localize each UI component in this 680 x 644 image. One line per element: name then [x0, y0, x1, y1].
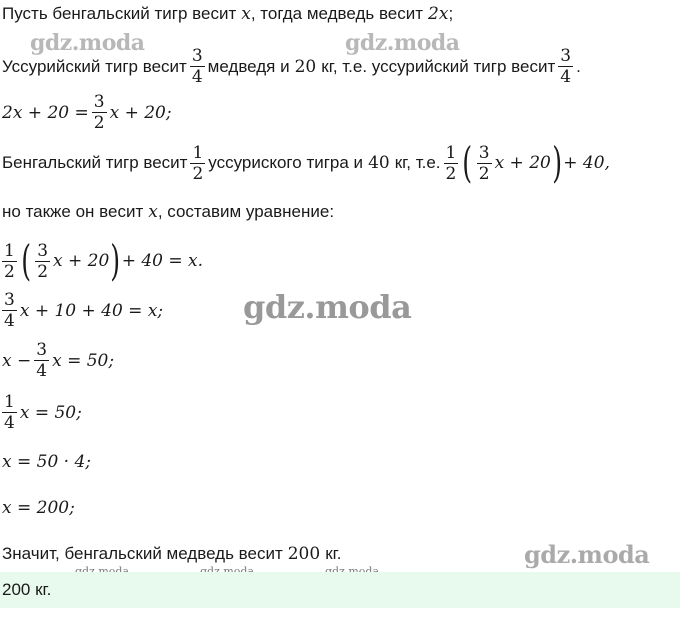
- denominator: 2: [192, 163, 204, 184]
- math: x = 50;: [19, 402, 82, 423]
- text: но также он весит: [2, 202, 144, 221]
- numerator: 3: [36, 340, 48, 360]
- text: Бенгальский тигр весит: [2, 153, 188, 172]
- text: .: [576, 56, 581, 76]
- number: 200: [287, 544, 321, 564]
- math: x + 10 + 40 = x;: [19, 300, 164, 321]
- text: Уссурийский тигр весит: [2, 56, 187, 76]
- fraction: [190, 46, 205, 87]
- math: x = 50 · 4;: [2, 452, 92, 472]
- text: кг, т.е.: [394, 153, 441, 172]
- text: уссуриского тигра и: [208, 153, 364, 172]
- math: x + 20;: [109, 102, 172, 123]
- left-paren: (: [462, 138, 473, 187]
- text: , тогда медведь весит: [250, 4, 424, 23]
- math-2x: 2x: [428, 4, 449, 24]
- numerator: 3: [37, 240, 49, 261]
- text: ;: [448, 4, 454, 23]
- denominator: 4: [191, 67, 203, 87]
- line-5: [2, 202, 334, 222]
- equation-2: [2, 290, 163, 331]
- equation-5: [2, 452, 91, 472]
- watermark: gdz.moda: [524, 540, 650, 569]
- fraction: [35, 241, 50, 282]
- equation-6: [2, 498, 75, 518]
- numerator: 3: [560, 46, 572, 66]
- numerator: 1: [4, 392, 15, 412]
- numerator: 1: [4, 240, 15, 261]
- math: x + 20: [53, 251, 110, 271]
- math: + 40 = x.: [121, 251, 204, 271]
- fraction: [34, 340, 49, 381]
- line-1: [2, 4, 453, 24]
- math: + 40,: [563, 153, 610, 173]
- math: x = 50;: [52, 350, 115, 371]
- numerator: 1: [445, 142, 457, 163]
- text: кг, т.е. уссурийский тигр весит: [321, 56, 556, 76]
- denominator: 2: [445, 163, 457, 184]
- equation-4: [2, 392, 82, 433]
- number: 40: [368, 153, 390, 173]
- right-paren: ): [110, 236, 121, 285]
- numerator: 3: [4, 290, 15, 310]
- text: Значит, бенгальский медведь весит: [2, 544, 283, 563]
- text: кг.: [325, 544, 342, 563]
- denominator: 4: [4, 413, 15, 433]
- fraction: [190, 143, 205, 184]
- line-3: [2, 92, 172, 133]
- answer-text: 200 кг.: [2, 580, 52, 599]
- fraction: [92, 92, 107, 133]
- line-4: [2, 138, 610, 187]
- number: 20: [294, 56, 317, 77]
- denominator: 2: [93, 113, 105, 133]
- fraction: [558, 46, 573, 87]
- denominator: 2: [37, 261, 49, 282]
- math: x −: [2, 350, 32, 371]
- conclusion: [2, 544, 341, 564]
- math: 2x + 20 =: [2, 102, 89, 123]
- denominator: 4: [36, 361, 48, 381]
- math: x = 200;: [2, 498, 75, 518]
- watermark: gdz.moda: [30, 30, 145, 56]
- denominator: 2: [478, 163, 490, 184]
- math-x: x: [148, 202, 158, 222]
- numerator: 3: [478, 142, 490, 163]
- numerator: 1: [192, 142, 204, 163]
- text: медведя и: [207, 56, 290, 76]
- equation-1: [2, 236, 204, 285]
- math: x + 20: [494, 153, 551, 173]
- text: , составим уравнение:: [157, 202, 335, 221]
- denominator: 4: [4, 311, 15, 331]
- fraction: [2, 241, 17, 282]
- fraction: [477, 143, 492, 184]
- watermark: gdz.moda: [243, 288, 412, 326]
- line-2: [2, 46, 581, 87]
- denominator: 4: [560, 67, 572, 87]
- fraction: [444, 143, 459, 184]
- watermark: gdz.moda: [345, 30, 460, 56]
- left-paren: (: [21, 236, 31, 285]
- answer-box: [0, 572, 680, 608]
- math-x: x: [241, 4, 251, 24]
- fraction: [2, 392, 17, 433]
- text: Пусть бенгальский тигр весит: [2, 4, 237, 23]
- right-paren: ): [552, 138, 562, 187]
- numerator: 3: [93, 92, 105, 112]
- fraction: [2, 290, 17, 331]
- equation-3: [2, 340, 114, 381]
- numerator: 3: [191, 46, 203, 66]
- denominator: 2: [4, 261, 15, 282]
